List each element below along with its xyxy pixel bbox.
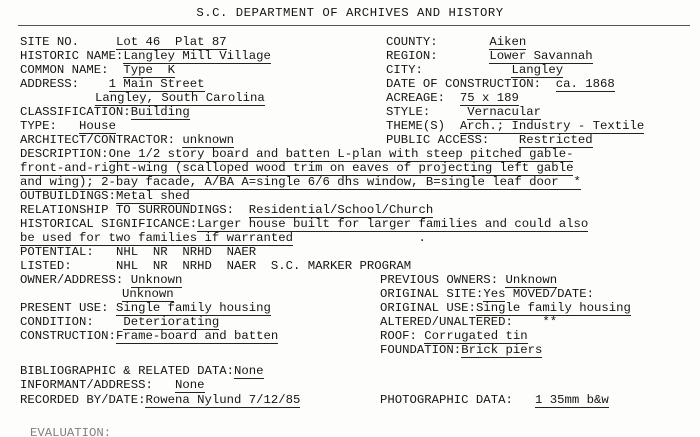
city-row <box>386 63 563 77</box>
owner-line2-row <box>122 287 174 301</box>
historical-significance-row <box>20 217 588 231</box>
photographic-data-row <box>380 393 609 407</box>
construction-row <box>20 329 278 343</box>
public-access-row <box>386 133 593 147</box>
listed-value: NHL NR NRHD NAER S.C. MARKER PROGRAM <box>115 259 412 273</box>
evaluation-row <box>30 428 330 437</box>
original-site-row <box>380 287 594 301</box>
informant-label: INFORMANT/ADDRESS: <box>20 378 153 392</box>
construction-value: Frame-board and batten <box>115 329 279 343</box>
classification-label: CLASSIFICATION: <box>20 105 131 119</box>
header-divider <box>18 25 690 26</box>
themes-label: THEME(S) <box>386 119 446 133</box>
description-line3-row <box>20 175 581 189</box>
outbuildings-value: Metal shed <box>115 189 190 203</box>
historic-name-label: HISTORIC NAME: <box>20 49 124 63</box>
foundation-label: FOUNDATION: <box>380 343 462 357</box>
date-of-construction-row <box>386 77 615 91</box>
listed-label: LISTED: <box>20 259 72 273</box>
photographic-data-label: PHOTOGRAPHIC DATA: <box>380 393 513 407</box>
present-use-row <box>20 301 271 315</box>
moved-date-label: MOVED/DATE: <box>512 287 595 301</box>
classification-value: Building <box>130 105 190 119</box>
description-label: DESCRIPTION: <box>20 147 109 161</box>
address-line2-row <box>95 91 265 105</box>
description-line2: front-and-right-wing (scalloped wood trim on eaves of projecting left gable <box>20 161 574 175</box>
description-line3: and wing); 2-bay facade, A/BA A=single 6/6 dhs window, B=single leaf door * <box>20 175 581 189</box>
condition-label: CONDITION: <box>20 315 94 329</box>
historical-significance-line1: Larger house built for larger families and could also <box>197 217 589 231</box>
architect-label: ARCHITECT/CONTRACTOR: <box>20 133 175 147</box>
owner-label: OWNER/ADDRESS: <box>20 273 124 287</box>
county-label: COUNTY: <box>386 35 438 49</box>
type-row <box>20 119 116 133</box>
architect-value: unknown <box>182 133 235 147</box>
owner-row <box>20 273 182 287</box>
roof-label: ROOF: <box>380 329 417 343</box>
condition-row <box>20 315 219 329</box>
historical-significance-label: HISTORICAL SIGNIFICANCE: <box>20 217 198 231</box>
original-site-label: ORIGINAL SITE: <box>380 287 484 301</box>
historic-name-value: Langley Mill Village <box>123 49 271 63</box>
bibliographic-value: None <box>234 364 264 378</box>
themes-value: Arch.; Industry - Textile <box>459 119 645 133</box>
acreage-label: ACREAGE: <box>386 91 446 105</box>
roof-value: Corrugated tin <box>424 329 528 343</box>
type-label: TYPE: <box>20 119 57 133</box>
original-site-value: Yes <box>483 287 506 301</box>
address-row <box>20 77 205 91</box>
city-label: CITY: <box>386 63 423 77</box>
region-row <box>386 49 593 63</box>
relationship-row <box>20 203 433 217</box>
style-value: Vernacular <box>467 105 541 119</box>
architect-row <box>20 133 234 147</box>
site-no-label: SITE NO. <box>20 35 80 49</box>
recorded-by-label: RECORDED BY/DATE: <box>20 393 146 407</box>
evaluation-label: EVALUATION: <box>30 428 112 437</box>
construction-label: CONSTRUCTION: <box>20 329 116 343</box>
previous-owners-value: Unknown <box>505 273 558 287</box>
foundation-row <box>380 343 542 357</box>
public-access-label: PUBLIC ACCESS: <box>386 133 490 147</box>
altered-value: ** <box>542 315 558 329</box>
altered-row <box>380 315 557 329</box>
recorded-by-row <box>20 393 300 407</box>
style-label: STYLE: <box>386 105 431 119</box>
site-no-row <box>20 35 227 49</box>
date-of-construction-label: DATE OF CONSTRUCTION: <box>386 77 541 91</box>
recorded-by-value: Rowena Nylund 7/12/85 <box>145 393 301 407</box>
owner-line2: Unknown <box>122 287 174 301</box>
listed-row <box>20 259 411 273</box>
public-access-value: Restricted <box>518 133 593 147</box>
original-use-value: Single family housing <box>475 301 631 315</box>
common-name-label: COMMON NAME: <box>20 63 109 77</box>
common-name-value: Type K <box>123 63 175 77</box>
acreage-row <box>386 91 519 105</box>
relationship-value: Residential/School/Church <box>248 203 434 217</box>
potential-value: NHL NR NRHD NAER <box>115 245 257 259</box>
acreage-value: 75 x 189 <box>459 91 519 105</box>
historical-significance-line2-row: be used for two families if warranted . <box>20 231 426 245</box>
region-value: Lower Savannah <box>489 49 593 63</box>
roof-row <box>380 329 528 343</box>
bibliographic-row <box>20 364 264 378</box>
potential-row <box>20 245 256 259</box>
common-name-row <box>20 63 175 77</box>
description-row <box>20 147 573 161</box>
condition-value: Deteriorating <box>123 315 220 329</box>
county-row <box>386 35 526 49</box>
form-header: S.C. DEPARTMENT OF ARCHIVES AND HISTORY <box>196 6 504 20</box>
themes-row <box>386 119 644 133</box>
previous-owners-row <box>380 273 557 287</box>
altered-label: ALTERED/UNALTERED: <box>380 315 513 329</box>
present-use-label: PRESENT USE: <box>20 301 109 315</box>
present-use-value: Single family housing <box>115 301 271 315</box>
relationship-label: RELATIONSHIP TO SURROUNDINGS: <box>20 203 235 217</box>
informant-value: None <box>174 378 205 392</box>
region-label: REGION: <box>386 49 438 63</box>
description-line1: One 1/2 story board and batten L-plan with steep pitched gable- <box>108 147 574 161</box>
photographic-data-value: 1 35mm b&w <box>534 393 609 407</box>
previous-owners-label: PREVIOUS OWNERS: <box>380 273 499 287</box>
original-use-row <box>380 301 631 315</box>
historical-significance-line2: be used for two families if warranted <box>20 231 294 245</box>
potential-label: POTENTIAL: <box>20 245 94 259</box>
bibliographic-label: BIBLIOGRAPHIC & RELATED DATA: <box>20 364 235 378</box>
address-line1: 1 Main Street <box>108 77 205 91</box>
classification-row <box>20 105 190 119</box>
description-line2-row <box>20 161 573 175</box>
original-use-label: ORIGINAL USE: <box>380 301 476 315</box>
informant-row <box>20 378 205 392</box>
outbuildings-row <box>20 189 190 203</box>
owner-line1: Unknown <box>130 273 183 287</box>
county-value: Aiken <box>489 35 527 49</box>
type-value: House <box>79 119 116 133</box>
style-row <box>386 105 541 119</box>
date-of-construction-value: ca. 1868 <box>555 77 615 91</box>
address-label: ADDRESS: <box>20 77 80 91</box>
city-value: Langley <box>511 63 564 77</box>
foundation-value: Brick piers <box>461 343 543 357</box>
address-line2: Langley, South Carolina <box>95 91 265 105</box>
site-no-value: Lot 46 Plat 87 <box>115 35 227 49</box>
outbuildings-label: OUTBUILDINGS: <box>20 189 116 203</box>
historic-name-row <box>20 49 271 63</box>
